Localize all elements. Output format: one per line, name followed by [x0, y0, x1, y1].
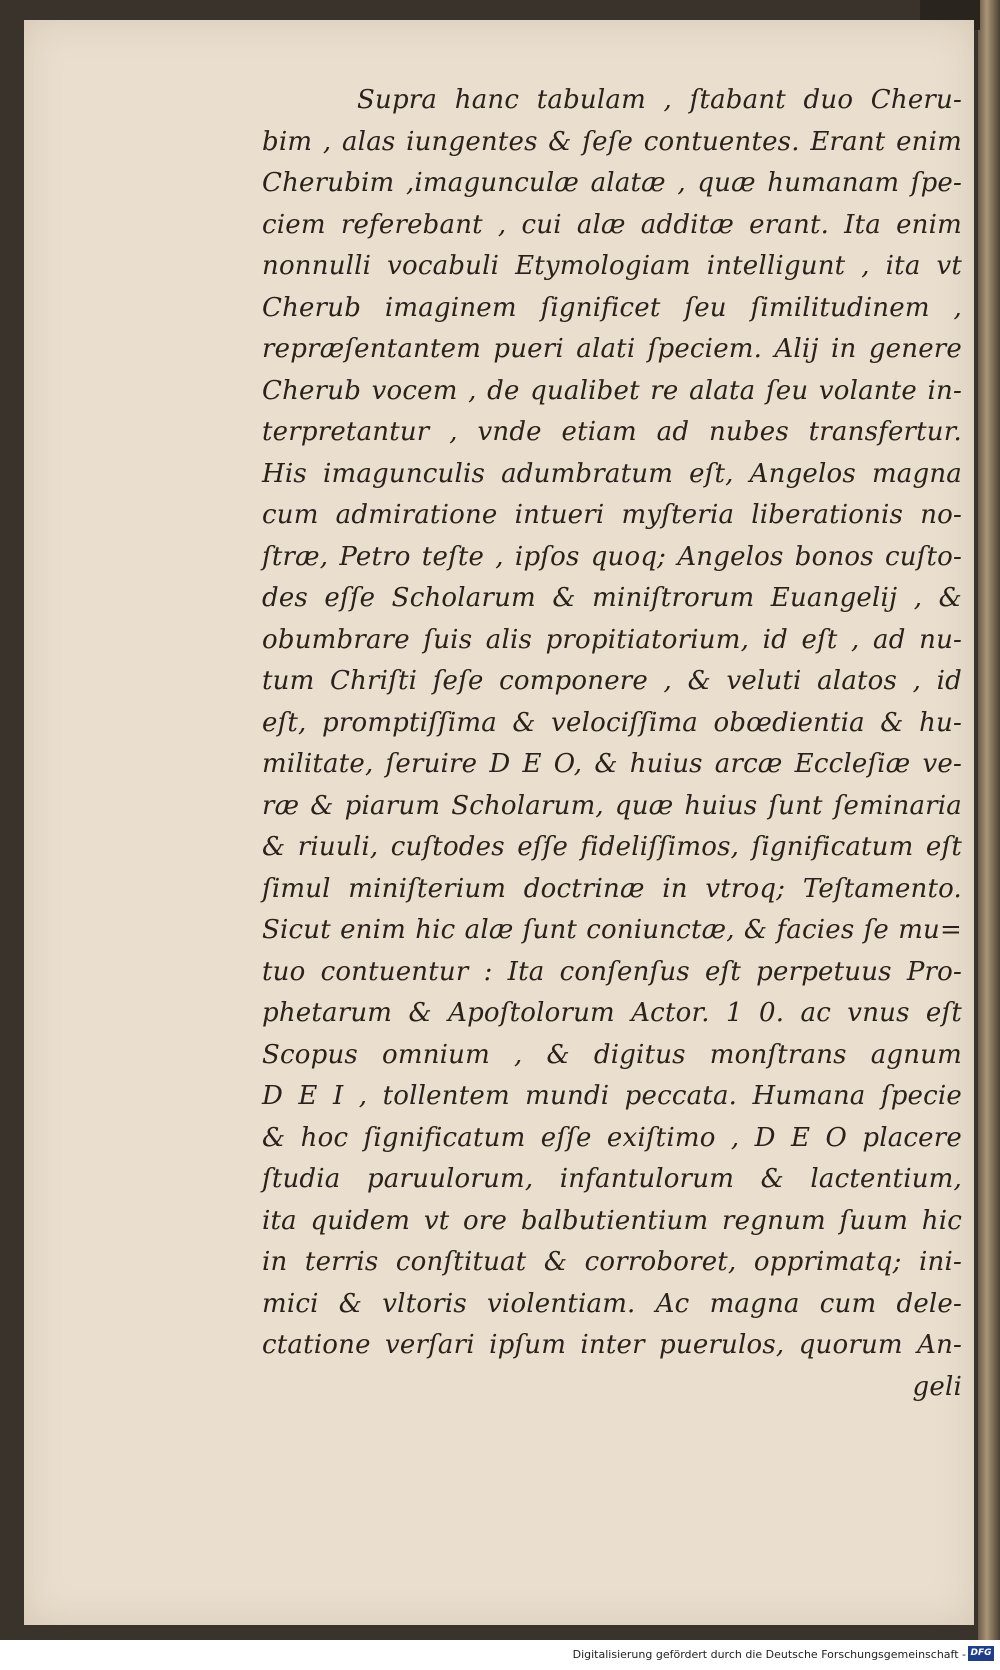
text-line: des eſſe Scholarum & miniſtrorum Euangelij , & [262, 583, 962, 613]
text-line: Cherub vocem , de qualibet re alata ſeu volante in- [262, 375, 962, 406]
text-line: & hoc ſignificatum eſſe exiſtimo , D E O placere [262, 1122, 962, 1153]
text-line: ita quidem vt ore balbutientium regnum ſuum hic [262, 1205, 962, 1236]
text-line: tum Chriſti ſeſe componere , & veluti alatos , id [262, 666, 962, 696]
text-line: cum admiratione intueri myſteria liberationis no- [262, 500, 962, 530]
text-line: obumbrare ſuis alis propitiatorium, id eſt , ad nu- [262, 624, 962, 655]
text-line: Scopus omnium , & digitus monſtrans agnum [262, 1039, 962, 1070]
text-line: D E I , tollentem mundi peccata. Humana ſpecie [262, 1081, 962, 1111]
catchword: geli [912, 1371, 962, 1402]
text-line: repræſentantem pueri alati ſpeciem. Alij in genere [262, 334, 962, 364]
dfg-logo: DFG [968, 1646, 994, 1661]
text-line: Cherub imaginem ſignificet ſeu ſimilitudinem , [262, 292, 962, 323]
text-line: bim , alas iungentes & ſeſe contuentes. Erant enim [262, 126, 962, 157]
text-line: in terris conſtituat & corroboret, opprimatq; ini- [262, 1247, 962, 1277]
book-edge [978, 0, 1000, 1640]
text-line: phetarum & Apoſtolorum Actor. 1 0. ac vnus eſt [262, 998, 962, 1028]
text-line: mici & vltoris violentiam. Ac magna cum dele- [262, 1288, 962, 1319]
text-line: ræ & piarum Scholarum, quæ huius ſunt ſeminaria [262, 790, 962, 821]
text-line: tuo contuentur : Ita conſenſus eſt perpetuus Pro- [262, 956, 962, 987]
text-line: eſt, promptiſſima & velociſſima obœdientia & hu- [262, 707, 962, 738]
footer-bar [0, 1640, 1000, 1670]
text-line: Supra hanc tabulam , ſtabant duo Cheru- [357, 85, 962, 115]
text-line: Sicut enim hic alæ ſunt coniunctæ, & facies ſe mu= [262, 915, 962, 945]
page-text [262, 80, 962, 1408]
text-line: His imagunculis adumbratum eſt, Angelos magna [262, 458, 962, 489]
text-line: ctatione verſari ipſum inter puerulos, quorum An- [262, 1330, 962, 1360]
text-line: ſtræ, Petro teſte , ipſos quoq; Angelos bonos cuſto- [262, 541, 962, 572]
text-line: & riuuli, cuſtodes eſſe fideliſſimos, ſignificatum eſt [262, 832, 962, 862]
book-page [24, 20, 974, 1625]
text-line: ſtudia paruulorum, infantulorum & lactentium, [262, 1164, 962, 1194]
text-line: ciem referebant , cui alæ additæ erant. Ita enim [262, 209, 962, 240]
text-line: militate, ſeruire D E O, & huius arcæ Eccleſiæ ve- [262, 749, 962, 779]
text-line: Cherubim ,imagunculæ alatæ , quæ humanam ſpe- [262, 168, 962, 198]
text-line: terpretantur , vnde etiam ad nubes transfertur. [262, 417, 962, 447]
text-line: ſimul miniſterium doctrinæ in vtroq; Teſtamento. [262, 873, 962, 904]
text-line: nonnulli vocabuli Etymologiam intelligunt , ita vt [262, 251, 962, 281]
funding-credit: Digitalisierung gefördert durch die Deutsche Forschungsgemeinschaft - [572, 1648, 966, 1661]
